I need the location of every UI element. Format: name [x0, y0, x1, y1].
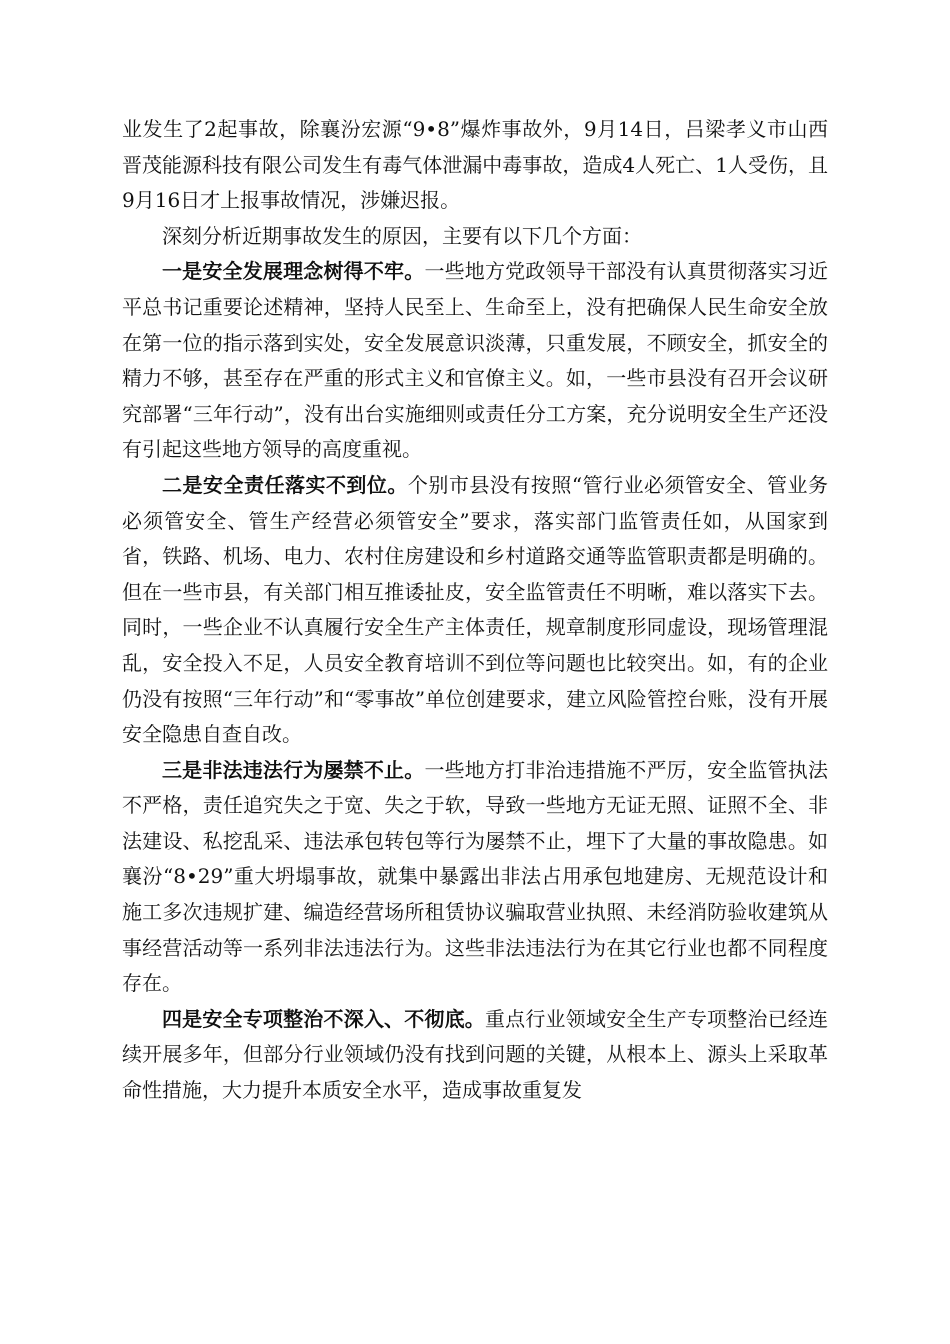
paragraph-lead-heading: 二是安全责任落实不到位。 [162, 472, 408, 497]
paragraph-reason-three [122, 753, 828, 1002]
paragraph-lead-heading: 一是安全发展理念树得不牢。 [162, 259, 425, 284]
paragraph-text: 重点行业领域安全生产专项整治已经连续开展多年，但部分行业领域仍没有找到问题的关键，从根本上、源头上采取革命性措施，大力提升本质安全水平，造成事故重复发 [122, 1006, 828, 1103]
paragraph-text: 个别市县没有按照“管行业必须管安全、管业务必须管安全、管生产经营必须管安全”要求，落实部门监管责任如，从国家到省，铁路、机场、电力、农村住房建设和乡村道路交通等监管职责都是明确的。但在一些市县，有关部门相互推诿扯皮，安全监管责任不明晰，难以落实下去。同时，一些企业不认真履行安全生产主体责任，规章制度形同虚设，现场管理混乱，安全投入不足，人员安全教育培训不到位等问题也比较突出。如，有的企业仍没有按照“三年行动”和“零事故”单位创建要求，建立风险管控台账，没有开展安全隐患自查自改。 [122, 472, 828, 747]
paragraph-text: 一些地方党政领导干部没有认真贯彻落实习近平总书记重要论述精神，坚持人民至上、生命至上，没有把确保人民生命安全放在第一位的指示落到实处，安全发展意识淡薄，只重发展，不顾安全，抓安全的精力不够，甚至存在严重的形式主义和官僚主义。如，一些市县没有召开会议研究部署“三年行动”，没有出台实施细则或责任分工方案，充分说明安全生产还没有引起这些地方领导的高度重视。 [122, 259, 828, 462]
paragraph-reason-two [122, 468, 828, 753]
paragraph-reason-one [122, 254, 828, 468]
paragraph-text: 一些地方打非治违措施不严厉，安全监管执法不严格，责任追究失之于宽、失之于软，导致一些地方无证无照、证照不全、非法建设、私挖乱采、违法承包转包等行为屡禁不止，埋下了大量的事故隐患。如襄汾“8•29”重大坍塌事故，就集中暴露出非法占用承包地建房、无规范设计和施工多次违规扩建、编造经营场所租赁协议骗取营业执照、未经消防验收建筑从事经营活动等一系列非法违法行为。这些非法违法行为在其它行业也都不同程度存在。 [122, 757, 828, 996]
paragraph-lead-heading: 四是安全专项整治不深入、不彻底。 [162, 1006, 485, 1031]
paragraph-reason-four [122, 1002, 828, 1109]
paragraph-accident-summary [122, 112, 828, 219]
paragraph-analysis-intro [122, 219, 828, 255]
paragraph-lead-heading: 三是非法违法行为屡禁不止。 [162, 757, 425, 782]
paragraph-text: 业发生了2起事故，除襄汾宏源“9•8”爆炸事故外，9月14日，吕梁孝义市山西晋茂能源科技有限公司发生有毒气体泄漏中毒事故，造成4人死亡、1人受伤，且9月16日才上报事故情况，涉嫌迟报。 [122, 117, 828, 213]
document-body [122, 112, 828, 1109]
paragraph-text: 深刻分析近期事故发生的原因，主要有以下几个方面： [162, 223, 642, 248]
